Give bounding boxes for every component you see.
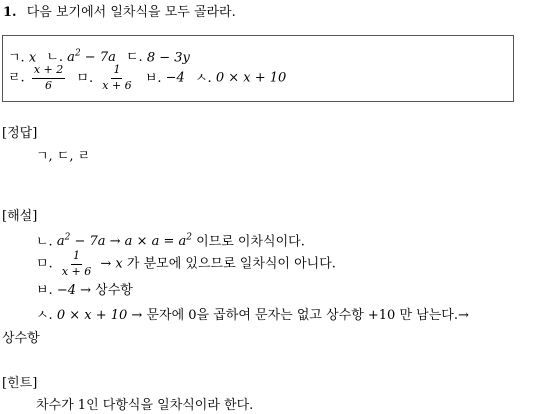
option-e-denominator: x + 6 bbox=[102, 78, 132, 92]
explanation-4-label: ㅅ. bbox=[36, 308, 53, 323]
explanation-2-fraction bbox=[60, 250, 93, 278]
answer-heading: [정답] bbox=[2, 126, 38, 141]
explanation-4-math: 0 × x + 10 → bbox=[56, 308, 143, 323]
option-d-fraction bbox=[32, 64, 65, 92]
option-d-numerator: x + 2 bbox=[32, 64, 65, 79]
explanation-1-label: ㄴ. bbox=[36, 234, 53, 250]
option-f-expr: −4 bbox=[165, 70, 185, 86]
option-g-label: ㅅ. bbox=[194, 70, 212, 86]
explanation-2-numerator: 1 bbox=[71, 250, 82, 265]
option-e-numerator: 1 bbox=[111, 64, 122, 79]
option-e-label: ㅁ. bbox=[76, 70, 94, 86]
explanation-3-text: 상수항 bbox=[91, 283, 133, 298]
explanation-2-text: 가 분모에 있으므로 일차식이 아니다. bbox=[122, 256, 336, 272]
explanation-2-math: → x bbox=[100, 256, 123, 272]
option-f-label: ㅂ. bbox=[144, 70, 162, 86]
option-d-label: ㄹ. bbox=[8, 70, 25, 86]
option-a-expr: x bbox=[28, 50, 37, 66]
answer-text: ㄱ, ㄷ, ㄹ bbox=[36, 149, 91, 164]
explanation-3-label: ㅂ. bbox=[36, 283, 53, 298]
hint-text: 차수가 1인 다항식을 일차식이라 한다. bbox=[36, 398, 254, 413]
hint-heading: [힌트] bbox=[2, 376, 38, 391]
explanation-heading: [해설] bbox=[2, 209, 38, 224]
options-row-2 bbox=[8, 64, 286, 92]
explanation-line-3 bbox=[36, 284, 133, 297]
option-e-fraction bbox=[100, 64, 133, 92]
explanation-line-4-continued: 상수항 bbox=[2, 331, 40, 346]
explanation-1-text: 이므로 이차식이다. bbox=[191, 234, 305, 250]
question-line bbox=[3, 6, 236, 19]
question-number: 1. bbox=[3, 5, 17, 20]
option-c-label: ㄷ. bbox=[126, 50, 143, 66]
option-g-expr: 0 × x + 10 bbox=[215, 70, 287, 86]
explanation-2-label: ㅁ. bbox=[36, 256, 53, 272]
option-d-denominator: 6 bbox=[45, 78, 53, 92]
option-c-expr: 8 − 3y bbox=[146, 50, 190, 66]
explanation-1-math: $a^2 - 7a \to a \times a = a^2$ bbox=[56, 233, 192, 250]
explanation-line-1 bbox=[36, 234, 305, 248]
explanation-line-4 bbox=[36, 309, 469, 322]
question-text: 다음 보기에서 일차식을 모두 골라라. bbox=[26, 5, 236, 20]
explanation-3-math: −4 → bbox=[56, 283, 92, 298]
option-a-label: ㄱ. bbox=[8, 50, 25, 66]
option-b-label: ㄴ. bbox=[46, 50, 64, 66]
option-b-expr: $a^2 - 7a$ bbox=[67, 49, 116, 66]
explanation-2-denominator: x + 6 bbox=[61, 264, 92, 278]
explanation-4-text: 문자에 0을 곱하여 문자는 없고 상수항 +10 만 남는다.→ bbox=[142, 308, 469, 323]
explanation-line-2 bbox=[36, 250, 336, 278]
